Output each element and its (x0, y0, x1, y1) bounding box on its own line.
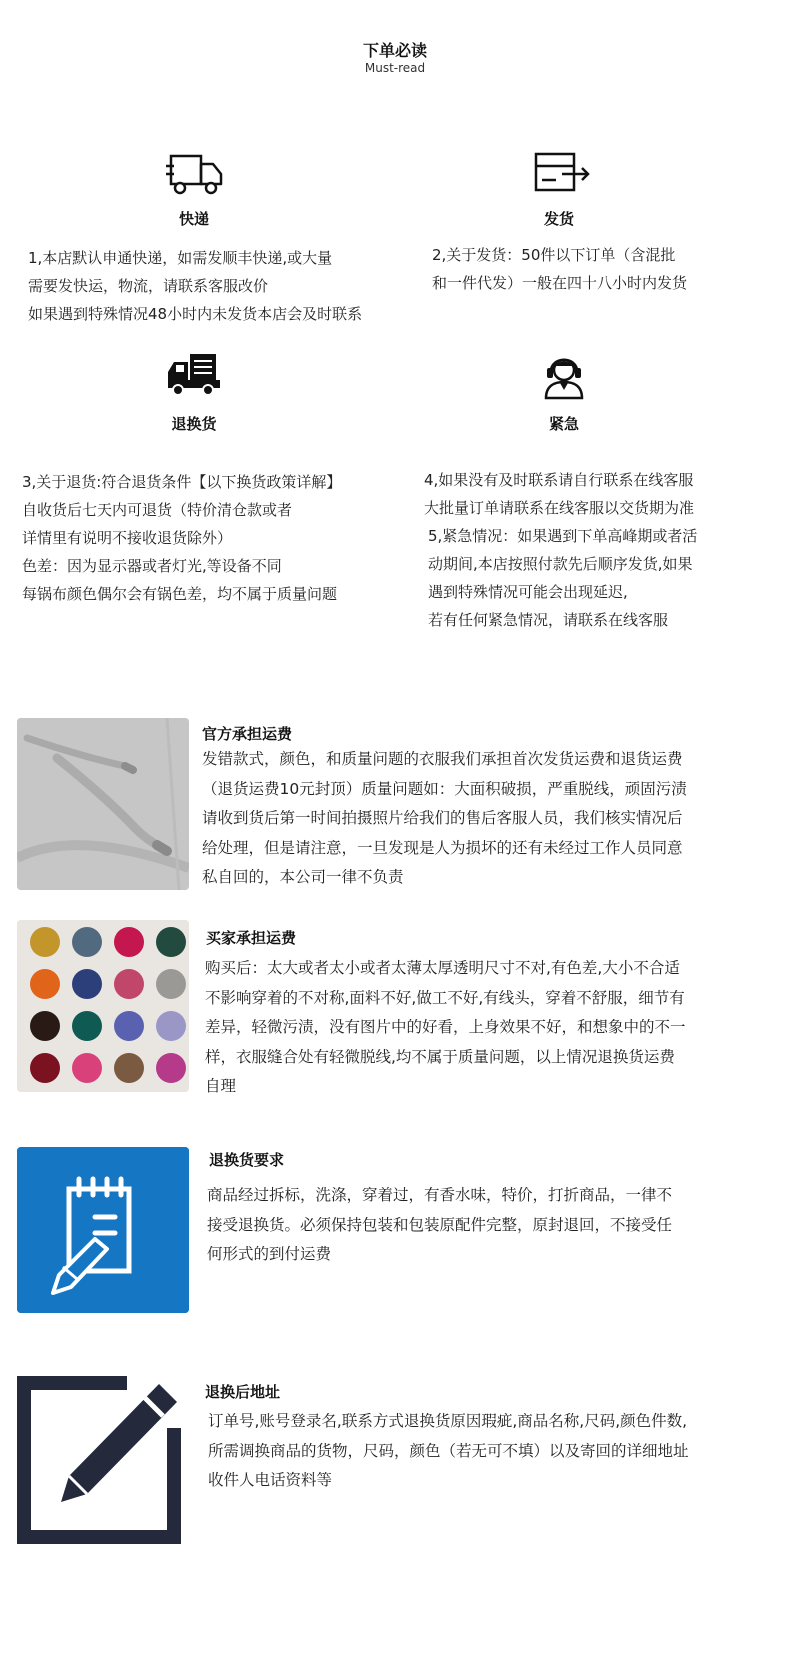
text-line: 详情里有说明不接收退货除外） (22, 529, 233, 547)
text-line: 和一件代发）一般在四十八小时内发货 (432, 274, 688, 292)
block-text (207, 1181, 672, 1270)
delivery-truck-icon (164, 350, 224, 400)
color-swatch-card-photo (17, 920, 189, 1092)
gray-fabric-drawstring-photo (17, 718, 189, 890)
text-line: 不影响穿着的不对称,面料不好,做工不好,有线头，穿着不舒服，细节有 (205, 988, 685, 1007)
text-line: 所需调换商品的货物，尺码，颜色（若无可不填）以及寄回的详细地址 (208, 1441, 689, 1460)
block-title: 退换货要求 (209, 1151, 285, 1169)
text-line: 收件人电话资料等 (208, 1471, 333, 1489)
section-text-urgent (424, 466, 697, 634)
text-line: 遇到特殊情况可能会出现延迟, (428, 583, 628, 601)
text-line: 3,关于退货:符合退货条件【以下换货政策详解】 (22, 473, 342, 491)
section-text-delivery (28, 244, 362, 328)
text-line: （退货运费10元封顶）质量问题如：大面积破损，严重脱线，顽固污渍 (202, 779, 687, 798)
section-text-shipping (432, 241, 687, 297)
text-line: 4,如果没有及时联系请自行联系在线客服 (424, 471, 694, 489)
text-line: 订单号,账号登录名,联系方式退换货原因瑕疵,商品名称,尺码,颜色件数, (208, 1412, 688, 1430)
block-title: 买家承担运费 (206, 929, 297, 947)
text-line: 发错款式，颜色，和质量问题的衣服我们承担首次发货运费和退货运费 (202, 750, 683, 768)
text-line: 商品经过拆标，洗涤，穿着过，有香水味，特价，打折商品，一律不 (207, 1186, 673, 1204)
truck-icon (165, 150, 225, 200)
text-line: 2,关于发货：50件以下订单（含混批 (432, 246, 676, 264)
text-line: 自收货后七天内可退货（特价清仓款或者 (22, 501, 293, 519)
text-line: 差异，轻微污渍，没有图片中的好看，上身效果不好，和想象中的不一 (205, 1018, 686, 1036)
block-title: 官方承担运费 (202, 725, 293, 743)
notepad-pencil-icon (17, 1147, 189, 1313)
text-line: 1,本店默认申通快递，如需发顺丰快递,或大量 (28, 249, 333, 267)
text-line: 样，衣服缝合处有轻微脱线,均不属于质量问题，以上情况退换货运费 (205, 1047, 675, 1066)
shipping-box-icon (532, 150, 592, 200)
section-title-shipping: 发货 (543, 210, 574, 228)
page-subtitle: Must-read (364, 61, 426, 75)
section-text-returns (22, 468, 341, 608)
text-line: 自理 (205, 1077, 237, 1095)
text-line: 大批量订单请联系在线客服以交货期为准 (424, 499, 695, 517)
section-title-returns: 退换货 (171, 415, 217, 433)
section-title-urgent: 紧急 (548, 415, 579, 433)
block-title: 退换后地址 (205, 1383, 281, 1401)
text-line: 需要发快运，物流，请联系客服改价 (28, 277, 269, 295)
text-line: 每锅布颜色偶尔会有锅色差，均不属于质量问题 (22, 585, 338, 603)
block-text (205, 954, 686, 1102)
block-text (208, 1407, 689, 1496)
text-line: 购买后：太大或者太小或者太薄太厚透明尺寸不对,有色差,大小不合适 (205, 959, 680, 977)
edit-pencil-icon (17, 1376, 189, 1544)
text-line: 给处理，但是请注意，一旦发现是人为损坏的还有未经过工作人员同意 (202, 838, 683, 857)
text-line: 接受退换货。必须保持包装和包装原配件完整，原封退回，不接受任 (207, 1215, 673, 1234)
text-line: 若有任何紧急情况，请联系在线客服 (428, 611, 669, 629)
section-title-delivery: 快递 (178, 210, 209, 228)
text-line: 私自回的，本公司一律不负责 (202, 868, 404, 886)
text-line: 色差：因为显示器或者灯光,等设备不同 (22, 557, 282, 575)
block-text (202, 745, 687, 893)
text-line: 何形式的到付运费 (207, 1245, 332, 1263)
text-line: 如果遇到特殊情况48小时内未发货本店会及时联系 (28, 305, 363, 323)
text-line: 5,紧急情况：如果遇到下单高峰期或者活 (428, 527, 698, 545)
text-line: 动期间,本店按照付款先后顺序发货,如果 (428, 555, 693, 573)
text-line: 请收到货后第一时间拍摄照片给我们的售后客服人员，我们核实情况后 (202, 809, 683, 827)
customer-service-icon (534, 350, 594, 400)
page-title: 下单必读 (362, 41, 427, 60)
